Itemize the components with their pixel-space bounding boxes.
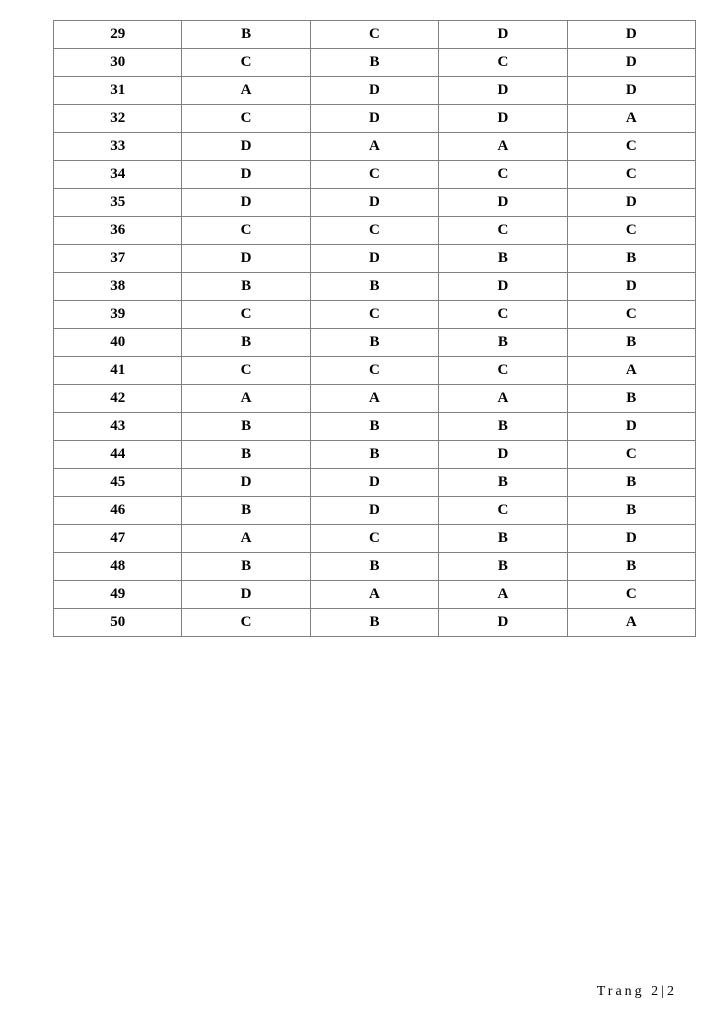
answer-cell: D <box>439 441 567 469</box>
question-number-cell: 41 <box>54 357 182 385</box>
question-number-cell: 47 <box>54 525 182 553</box>
answer-cell: C <box>310 21 438 49</box>
answer-cell: B <box>310 609 438 637</box>
page-number: Trang 2|2 <box>596 984 677 999</box>
answer-cell: C <box>567 441 695 469</box>
table-row <box>54 133 696 161</box>
question-number-cell: 43 <box>54 413 182 441</box>
answer-cell: A <box>567 609 695 637</box>
answer-cell: A <box>439 581 567 609</box>
table-row <box>54 469 696 497</box>
answer-cell: A <box>567 357 695 385</box>
question-number-cell: 45 <box>54 469 182 497</box>
answer-cell: D <box>310 497 438 525</box>
answer-cell: D <box>310 469 438 497</box>
answer-cell: C <box>439 357 567 385</box>
answer-cell: D <box>182 469 310 497</box>
answer-cell: C <box>310 357 438 385</box>
table-row <box>54 609 696 637</box>
answer-cell: C <box>182 217 310 245</box>
question-number-cell: 40 <box>54 329 182 357</box>
answer-cell: A <box>310 581 438 609</box>
question-number-cell: 39 <box>54 301 182 329</box>
question-number-cell: 34 <box>54 161 182 189</box>
answer-cell: C <box>439 49 567 77</box>
question-number-cell: 32 <box>54 105 182 133</box>
table-row <box>54 49 696 77</box>
table-row <box>54 245 696 273</box>
table-row <box>54 161 696 189</box>
answer-cell: D <box>439 609 567 637</box>
answer-cell: D <box>567 273 695 301</box>
answer-cell: B <box>182 413 310 441</box>
answer-cell: B <box>567 329 695 357</box>
answer-cell: B <box>567 553 695 581</box>
answer-cell: C <box>310 525 438 553</box>
answer-cell: B <box>182 553 310 581</box>
table-row <box>54 553 696 581</box>
table-row <box>54 329 696 357</box>
question-number-cell: 42 <box>54 385 182 413</box>
table-row <box>54 357 696 385</box>
answer-cell: D <box>439 273 567 301</box>
answer-cell: C <box>567 161 695 189</box>
answer-cell: B <box>439 553 567 581</box>
answer-cell: A <box>182 525 310 553</box>
table-row <box>54 189 696 217</box>
answer-cell: C <box>310 217 438 245</box>
answer-cell: D <box>182 245 310 273</box>
question-number-cell: 35 <box>54 189 182 217</box>
table-row <box>54 217 696 245</box>
table-row <box>54 77 696 105</box>
answer-cell: D <box>310 189 438 217</box>
answer-cell: C <box>182 357 310 385</box>
answer-cell: B <box>310 413 438 441</box>
question-number-cell: 50 <box>54 609 182 637</box>
question-number-cell: 37 <box>54 245 182 273</box>
answer-cell: C <box>310 161 438 189</box>
answer-cell: B <box>182 329 310 357</box>
question-number-cell: 30 <box>54 49 182 77</box>
question-number-cell: 33 <box>54 133 182 161</box>
answer-cell: A <box>182 77 310 105</box>
table-row <box>54 525 696 553</box>
answer-cell: D <box>182 581 310 609</box>
answer-cell: B <box>439 413 567 441</box>
question-number-cell: 38 <box>54 273 182 301</box>
answer-cell: D <box>567 77 695 105</box>
question-number-cell: 29 <box>54 21 182 49</box>
answer-cell: B <box>310 441 438 469</box>
answer-cell: A <box>439 385 567 413</box>
answer-cell: D <box>310 105 438 133</box>
answer-cell: C <box>567 217 695 245</box>
answer-cell: C <box>182 49 310 77</box>
question-number-cell: 48 <box>54 553 182 581</box>
answer-cell: A <box>439 133 567 161</box>
question-number-cell: 49 <box>54 581 182 609</box>
table-row <box>54 441 696 469</box>
table-row <box>54 413 696 441</box>
answer-cell: C <box>439 217 567 245</box>
answer-cell: D <box>567 21 695 49</box>
answer-cell: D <box>567 189 695 217</box>
answer-cell: D <box>567 525 695 553</box>
answer-cell: D <box>439 105 567 133</box>
answer-cell: D <box>439 21 567 49</box>
answer-cell: D <box>182 189 310 217</box>
answer-cell: D <box>310 245 438 273</box>
answer-cell: B <box>567 245 695 273</box>
answer-cell: C <box>567 133 695 161</box>
table-row <box>54 21 696 49</box>
answer-cell: B <box>182 21 310 49</box>
answer-cell: D <box>439 77 567 105</box>
answer-cell: A <box>310 385 438 413</box>
answer-cell: A <box>182 385 310 413</box>
answer-cell: B <box>310 329 438 357</box>
answer-cell: B <box>439 245 567 273</box>
answer-cell: B <box>439 329 567 357</box>
answer-cell: B <box>182 441 310 469</box>
table-row <box>54 497 696 525</box>
answer-cell: D <box>182 161 310 189</box>
answer-cell: B <box>567 469 695 497</box>
answer-cell: C <box>439 497 567 525</box>
answer-cell: D <box>439 189 567 217</box>
answer-cell: C <box>439 161 567 189</box>
table-row <box>54 581 696 609</box>
question-number-cell: 46 <box>54 497 182 525</box>
answer-cell: C <box>182 301 310 329</box>
answer-cell: D <box>182 133 310 161</box>
answer-cell: B <box>182 273 310 301</box>
answer-cell: D <box>567 413 695 441</box>
question-number-cell: 44 <box>54 441 182 469</box>
table-row <box>54 105 696 133</box>
answer-cell: B <box>567 497 695 525</box>
answer-cell: A <box>567 105 695 133</box>
table-row <box>54 273 696 301</box>
question-number-cell: 36 <box>54 217 182 245</box>
table-row <box>54 385 696 413</box>
answer-cell: B <box>439 525 567 553</box>
answer-cell: B <box>310 273 438 301</box>
answer-cell: C <box>567 301 695 329</box>
answer-cell: D <box>567 49 695 77</box>
answer-cell: C <box>439 301 567 329</box>
answer-cell: C <box>567 581 695 609</box>
answer-cell: B <box>182 497 310 525</box>
answer-key-body <box>54 21 696 637</box>
question-number-cell: 31 <box>54 77 182 105</box>
answer-cell: D <box>310 77 438 105</box>
answer-cell: C <box>182 105 310 133</box>
answer-cell: C <box>182 609 310 637</box>
answer-cell: B <box>310 553 438 581</box>
answer-key-table <box>53 20 696 637</box>
answer-cell: B <box>439 469 567 497</box>
answer-cell: B <box>310 49 438 77</box>
answer-cell: B <box>567 385 695 413</box>
answer-cell: A <box>310 133 438 161</box>
answer-cell: C <box>310 301 438 329</box>
table-row <box>54 301 696 329</box>
